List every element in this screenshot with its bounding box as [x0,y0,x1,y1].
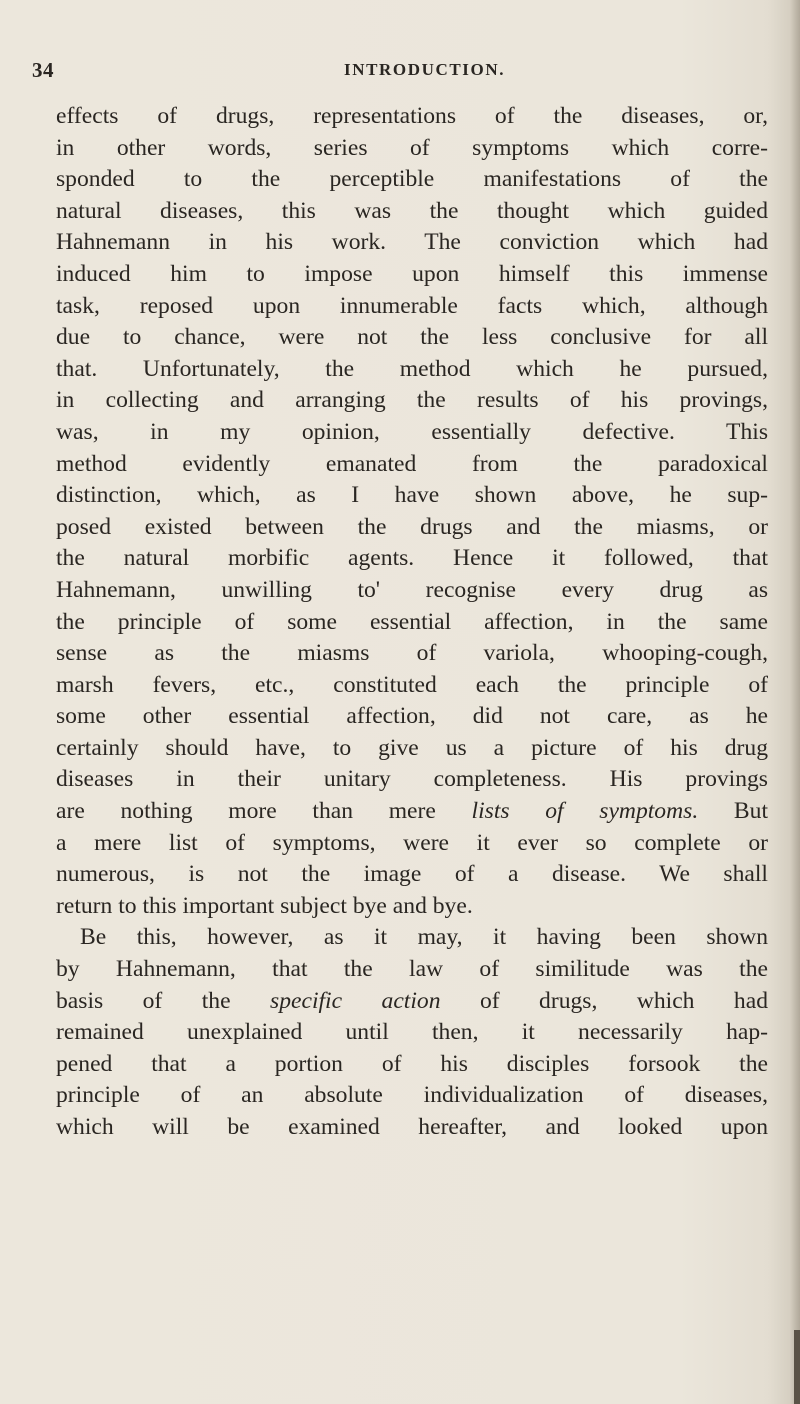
italic-phrase: specific action [270,987,441,1014]
text-line: principle of an absolute individualization of diseases, [56,1082,768,1109]
text-line: sponded to the perceptible manifestations of the [56,166,768,193]
paragraph-start-line: Be this, however, as it may, it having been shown [80,924,768,951]
text-line: distinction, which, as I have shown above, he sup- [56,482,768,509]
text-run: are nothing more than mere [56,798,472,825]
page-header [0,58,800,88]
text-run: of drugs, which had [440,987,768,1014]
page-edge-shadow [790,0,800,1404]
running-head: INTRODUCTION. [344,60,506,79]
text-line: task, reposed upon innumerable facts which, although [56,292,768,319]
text-line: diseases in their unitary completeness. His provings [56,766,768,793]
page-edge-dark [794,1330,800,1404]
text-line: Hahnemann in his work. The conviction which had [56,229,768,256]
text-line: marsh fevers, etc., constituted each the principle of [56,671,768,698]
italic-phrase: lists of symptoms. [471,798,699,825]
text-line: that. Unfortunately, the method which he pursued, [56,355,768,382]
text-line: effects of drugs, representations of the diseases, or, [56,103,768,129]
text-line-with-italic [56,986,768,1018]
text-run: But [698,798,768,825]
text-line: remained unexplained until then, it necessarily hap- [56,1019,768,1046]
text-line-with-italic [56,796,768,828]
text-line: in collecting and arranging the results of his provings, [56,387,768,414]
text-line: was, in my opinion, essentially defective. This [56,418,768,445]
text-line: posed existed between the drugs and the miasms, or [56,513,768,540]
text-line: sense as the miasms of variola, whooping-cough, [56,640,768,667]
text-line: natural diseases, this was the thought which guided [56,197,768,224]
page-number: 34 [32,58,54,82]
body-text [56,101,768,1144]
text-line: pened that a portion of his disciples forsook the [56,1050,768,1077]
text-line: the natural morbific agents. Hence it followed, that [56,545,768,572]
text-line: some other essential affection, did not care, as he [56,703,768,730]
text-line: in other words, series of symptoms which corre- [56,134,768,161]
text-line: by Hahnemann, that the law of similitude was the [56,956,768,983]
text-line: numerous, is not the image of a disease. We shall [56,861,768,888]
text-run: basis of the [56,987,271,1014]
text-line: Hahnemann, unwilling to' recognise every drug as [56,576,768,603]
text-line: due to chance, were not the less conclusive for all [56,324,768,351]
text-line: a mere list of symptoms, were it ever so complete or [56,829,768,856]
text-line: induced him to impose upon himself this immense [56,260,768,287]
paragraph-end-line: return to this important subject bye and bye. [56,892,473,919]
text-line: certainly should have, to give us a picture of his drug [56,734,768,761]
text-line: the principle of some essential affection, in the same [56,608,768,635]
text-line: method evidently emanated from the paradoxical [56,450,768,477]
text-line: which will be examined hereafter, and looked upon [56,1114,768,1140]
